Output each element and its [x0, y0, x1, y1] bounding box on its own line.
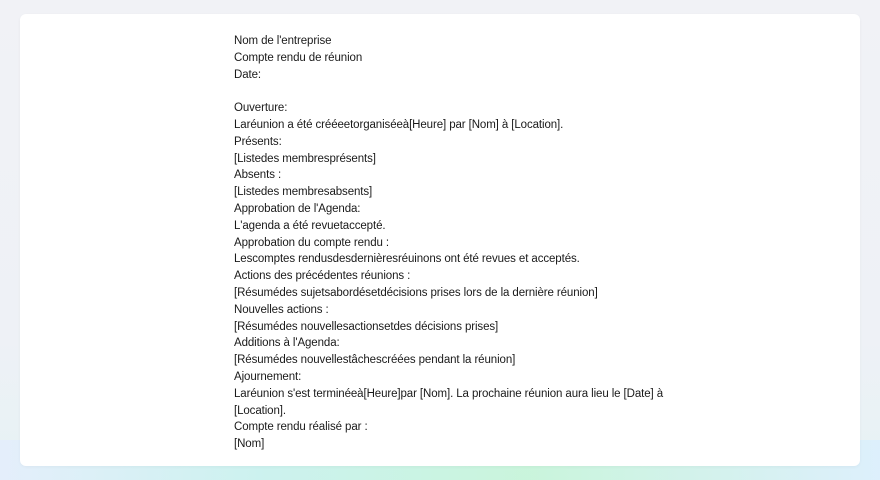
company-name: Nom de l'entreprise	[234, 35, 332, 47]
presents-text: [Listedes membresprésents]	[234, 152, 376, 165]
new-actions-heading: Nouvelles actions :	[234, 303, 329, 316]
previous-actions-text: [Résumédes sujetsabordésetdécisions prises lors de la dernière réunion]	[234, 286, 598, 299]
document-title: Compte rendu de réunion	[234, 51, 363, 64]
presents-heading: Présents:	[234, 135, 282, 148]
date-label: Date:	[234, 68, 261, 81]
minutes-approval-text: Lescomptes rendusdesdernièresréuinons ont été revues et acceptés.	[234, 253, 580, 266]
previous-actions-heading: Actions des précédentes réunions :	[234, 270, 411, 283]
agenda-additions-text: [Résumédes nouvellestâchescréées pendant la réunion]	[234, 354, 516, 367]
author-heading: Compte rendu réalisé par :	[234, 421, 368, 434]
author-text: [Nom]	[234, 438, 265, 451]
adjournment-text-line-2: [Location].	[234, 404, 286, 417]
document-page	[20, 14, 860, 466]
ouverture-text: Laréunion a été crééeetorganiséeà[Heure] par [Nom] à [Location].	[234, 118, 564, 131]
minutes-approval-heading: Approbation du compte rendu :	[234, 236, 390, 249]
absents-heading: Absents :	[234, 169, 282, 182]
document-body	[234, 33, 834, 453]
ouverture-heading: Ouverture:	[234, 102, 288, 115]
adjournment-heading: Ajournement:	[234, 370, 302, 383]
blank-line	[234, 83, 834, 100]
agenda-approval-text: L'agenda a été revuetaccepté.	[234, 219, 386, 232]
new-actions-text: [Résumédes nouvellesactionsetdes décisions prises]	[234, 320, 499, 333]
adjournment-text-line-1: Laréunion s'est terminéeà[Heure]par [Nom]. La prochaine réunion aura lieu le [Date] à	[234, 387, 664, 400]
agenda-additions-heading: Additions à l'Agenda:	[234, 337, 340, 350]
absents-text: [Listedes membresabsents]	[234, 186, 373, 199]
agenda-approval-heading: Approbation de l'Agenda:	[234, 202, 361, 215]
